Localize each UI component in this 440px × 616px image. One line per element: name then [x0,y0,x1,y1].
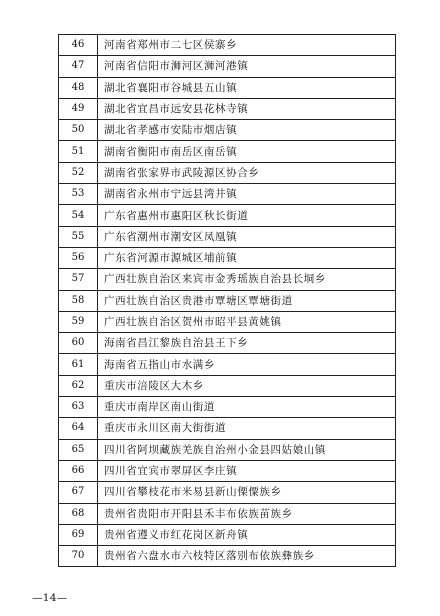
row-number: 56 [59,247,98,268]
table-row [59,226,396,247]
township-name: 广东省河源市源城区埔前镇 [98,247,396,268]
table-row [59,120,396,141]
township-name: 贵州省六盘水市六枝特区落别布依族彝族乡 [98,546,396,567]
row-number: 60 [59,333,98,354]
row-number: 68 [59,503,98,524]
township-name: 河南省郑州市二七区侯寨乡 [98,35,396,56]
table-row [59,311,396,332]
township-name: 四川省阿坝藏族羌族自治州小金县四姑娘山镇 [98,439,396,460]
township-name: 广东省潮州市潮安区凤凰镇 [98,226,396,247]
township-name: 湖北省宜昌市远安县花林寺镇 [98,98,396,119]
table-row [59,35,396,56]
row-number: 48 [59,77,98,98]
row-number: 69 [59,524,98,545]
township-name: 重庆市南岸区南山街道 [98,397,396,418]
row-number: 49 [59,98,98,119]
township-name: 广西壮族自治区贺州市昭平县黄姚镇 [98,311,396,332]
township-name: 贵州省贵阳市开阳县禾丰布依族苗族乡 [98,503,396,524]
table-row [59,482,396,503]
township-name: 海南省五指山市水满乡 [98,354,396,375]
row-number: 47 [59,56,98,77]
township-list-table [58,34,396,567]
row-number: 50 [59,120,98,141]
table-row [59,460,396,481]
table-row [59,162,396,183]
table-row [59,524,396,545]
row-number: 46 [59,35,98,56]
township-name: 湖南省张家界市武陵源区协合乡 [98,162,396,183]
row-number: 70 [59,546,98,567]
row-number: 62 [59,375,98,396]
row-number: 66 [59,460,98,481]
table-row [59,503,396,524]
row-number: 63 [59,397,98,418]
township-name: 重庆市涪陵区大木乡 [98,375,396,396]
table-row [59,397,396,418]
township-name: 四川省宜宾市翠屏区李庄镇 [98,460,396,481]
row-number: 59 [59,311,98,332]
township-name: 广东省惠州市惠阳区秋长街道 [98,205,396,226]
table-row [59,184,396,205]
page-number: —14— [32,592,68,604]
township-name: 广西壮族自治区来宾市金秀瑶族自治县长垌乡 [98,269,396,290]
row-number: 65 [59,439,98,460]
township-name: 贵州省遵义市红花岗区新舟镇 [98,524,396,545]
table-row [59,269,396,290]
table-row [59,333,396,354]
table-row [59,418,396,439]
table-row [59,56,396,77]
table-body [59,35,396,567]
township-name: 海南省昌江黎族自治县王下乡 [98,333,396,354]
row-number: 67 [59,482,98,503]
township-name: 河南省信阳市浉河区浉河港镇 [98,56,396,77]
township-name: 湖南省永州市宁远县湾井镇 [98,184,396,205]
row-number: 51 [59,141,98,162]
table-row [59,77,396,98]
row-number: 55 [59,226,98,247]
table-row [59,205,396,226]
table-row [59,546,396,567]
table-row [59,375,396,396]
township-name: 湖北省襄阳市谷城县五山镇 [98,77,396,98]
table-row [59,290,396,311]
table-row [59,354,396,375]
table-row [59,247,396,268]
row-number: 53 [59,184,98,205]
table-row [59,141,396,162]
township-name: 四川省攀枝花市米易县新山傈僳族乡 [98,482,396,503]
row-number: 61 [59,354,98,375]
township-name: 重庆市永川区南大街街道 [98,418,396,439]
township-name: 湖北省孝感市安陆市烟店镇 [98,120,396,141]
row-number: 57 [59,269,98,290]
township-name: 湖南省衡阳市南岳区南岳镇 [98,141,396,162]
row-number: 64 [59,418,98,439]
township-name: 广西壮族自治区贵港市覃塘区覃塘街道 [98,290,396,311]
table-row [59,98,396,119]
row-number: 58 [59,290,98,311]
table-row [59,439,396,460]
row-number: 52 [59,162,98,183]
row-number: 54 [59,205,98,226]
